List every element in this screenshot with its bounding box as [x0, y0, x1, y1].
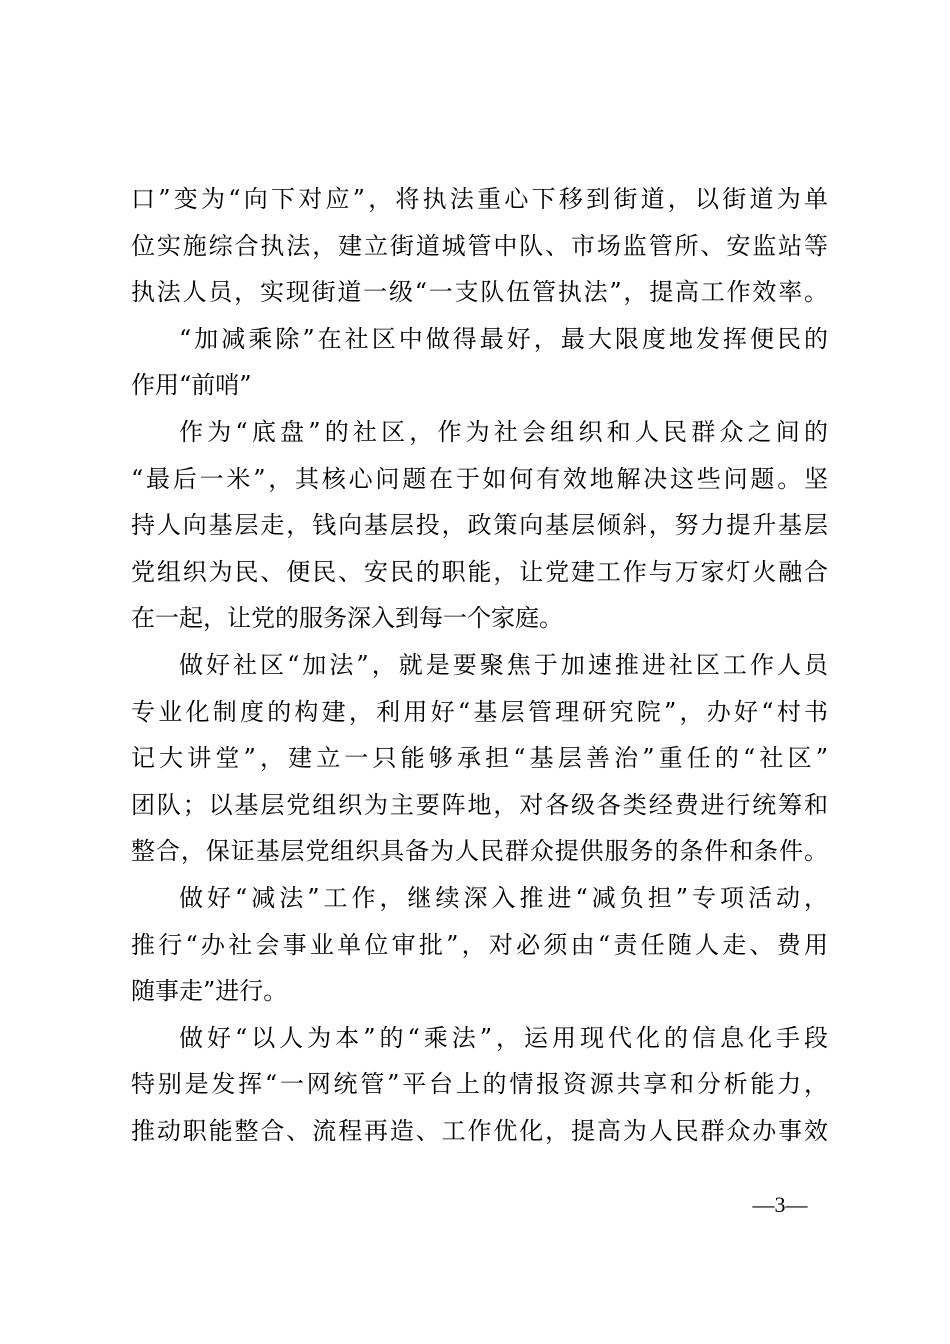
page-number: —3—	[752, 1192, 808, 1217]
paragraph	[131, 642, 828, 875]
text-line: 整合，保证基层党组织具备为人民群众提供服务的条件和条件。	[131, 837, 828, 866]
text-line: “最后一米”，其核心问题在于如何有效地解决这些问题。坚	[131, 464, 828, 493]
text-line: 特别是发挥“一网统管”平台上的情报资源共享和分析能力，	[131, 1070, 828, 1099]
text-line: 做好社区“加法”，就是要聚焦于加速推进社区工作人员	[179, 650, 828, 679]
paragraph	[131, 875, 828, 1015]
text-line: 在一起，让党的服务深入到每一个家庭。	[131, 604, 563, 633]
text-line: 执法人员，实现街道一级“一支队伍管执法”，提高工作效率。	[131, 278, 828, 307]
section-heading	[131, 316, 828, 409]
document-body	[131, 176, 828, 1154]
text-line: 位实施综合执法，建立街道城管中队、市场监管所、安监站等	[131, 231, 828, 260]
text-line: 作用“前哨”	[131, 371, 252, 400]
paragraph	[131, 1015, 828, 1155]
text-line: 推行“办社会事业单位审批”，对必须由“责任随人走、费用	[131, 930, 828, 959]
text-line: 推动职能整合、流程再造、工作优化，提高为人民群众办事效	[131, 1116, 828, 1145]
text-line: “加减乘除”在社区中做得最好，最大限度地发挥便民的	[179, 324, 828, 353]
text-line: 团队；以基层党组织为主要阵地，对各级各类经费进行统筹和	[131, 790, 828, 819]
paragraph	[131, 176, 828, 316]
paragraph	[131, 409, 828, 642]
text-line: 随事走”进行。	[131, 977, 288, 1006]
text-line: 做好“以人为本”的“乘法”，运用现代化的信息化手段	[179, 1023, 828, 1052]
text-line: 记大讲堂”，建立一只能够承担“基层善治”重任的“社区”	[131, 744, 828, 773]
text-line: 口”变为“向下对应”，将执法重心下移到街道，以街道为单	[131, 185, 828, 213]
text-line: 党组织为民、便民、安民的职能，让党建工作与万家灯火融合	[131, 557, 828, 586]
text-line: 专业化制度的构建，利用好“基层管理研究院”，办好“村书	[131, 697, 828, 726]
text-line: 持人向基层走，钱向基层投，政策向基层倾斜，努力提升基层	[131, 511, 828, 540]
text-line: 做好“减法”工作，继续深入推进“减负担”专项活动，	[179, 883, 828, 912]
text-line: 作为“底盘”的社区，作为社会组织和人民群众之间的	[179, 417, 828, 446]
